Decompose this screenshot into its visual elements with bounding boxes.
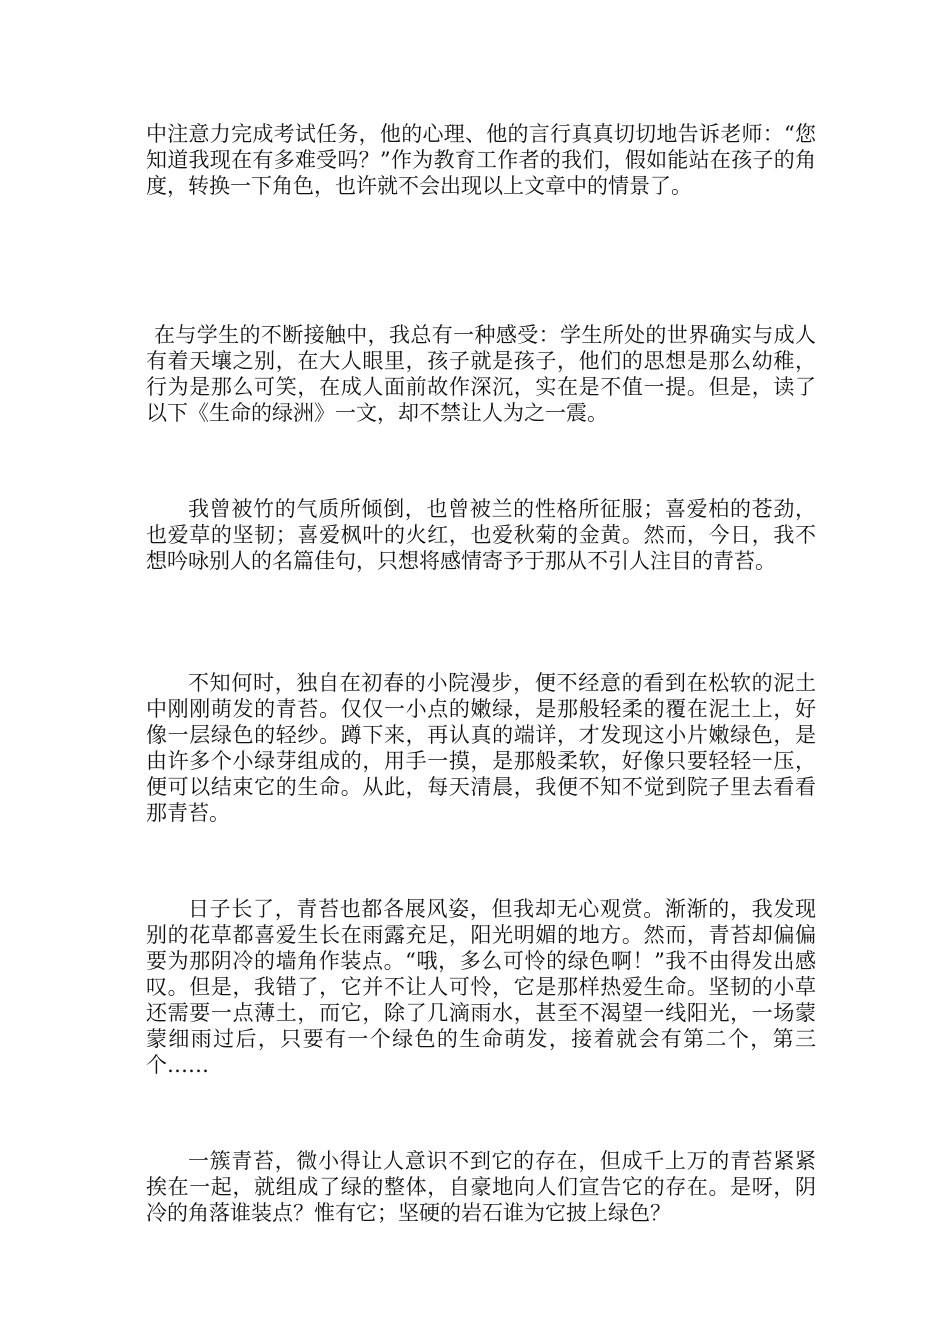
paragraph-2: 在与学生的不断接触中，我总有一种感受：学生所处的世界确实与成人有着天壤之别，在大人眼里，孩子就是孩子，他们的思想是那么幼稚，行为是那么可笑，在成人面前故作深沉，实在是不值一提。但是，读了以下《生命的绿洲》一文，却不禁让人为之一震。 [146, 323, 816, 425]
paragraph-1: 中注意力完成考试任务，他的心理、他的言行真真切切地告诉老师：“您知道我现在有多难受吗？”作为教育工作者的我们，假如能站在孩子的角度，转换一下角色，也许就不会出现以上文章中的情景了。 [146, 122, 816, 198]
paragraph-3: 我曾被竹的气质所倾倒，也曾被兰的性格所征服；喜爱柏的苍劲，也爱草的坚韧；喜爱枫叶的火红，也爱秋菊的金黄。然而，今日，我不想吟咏别人的名篇佳句，只想将感情寄予于那从不引人注目的青苔。 [146, 497, 816, 573]
paragraph-4: 不知何时，独自在初春的小院漫步，便不经意的看到在松软的泥土中刚刚萌发的青苔。仅仅一小点的嫩绿，是那般轻柔的覆在泥土上，好像一层绿色的轻纱。蹲下来，再认真的端详，才发现这小片嫩绿色，是由许多个小绿芽组成的，用手一摸，是那般柔软，好像只要轻轻一压，便可以结束它的生命。从此，每天清晨，我便不知不觉到院子里去看看那青苔。 [146, 671, 816, 825]
paragraph-5: 日子长了，青苔也都各展风姿，但我却无心观赏。渐渐的，我发现别的花草都喜爱生长在雨露充足，阳光明媚的地方。然而，青苔却偏偏要为那阴冷的墙角作装点。“哦，多么可怜的绿色啊！”我不由得发出感叹。但是，我错了，它并不让人可怜，它是那样热爱生命。坚韧的小草还需要一点薄土，而它，除了几滴雨水，甚至不渴望一线阳光，一场蒙蒙细雨过后，只要有一个绿色的生命萌发，接着就会有第二个，第三个…… [146, 897, 816, 1077]
paragraph-6: 一簇青苔，微小得让人意识不到它的存在，但成千上万的青苔紧紧挨在一起，就组成了绿的整体，自豪地向人们宣告它的存在。是呀，阴冷的角落谁装点？惟有它；坚硬的岩石谁为它披上绿色？ [146, 1149, 816, 1225]
